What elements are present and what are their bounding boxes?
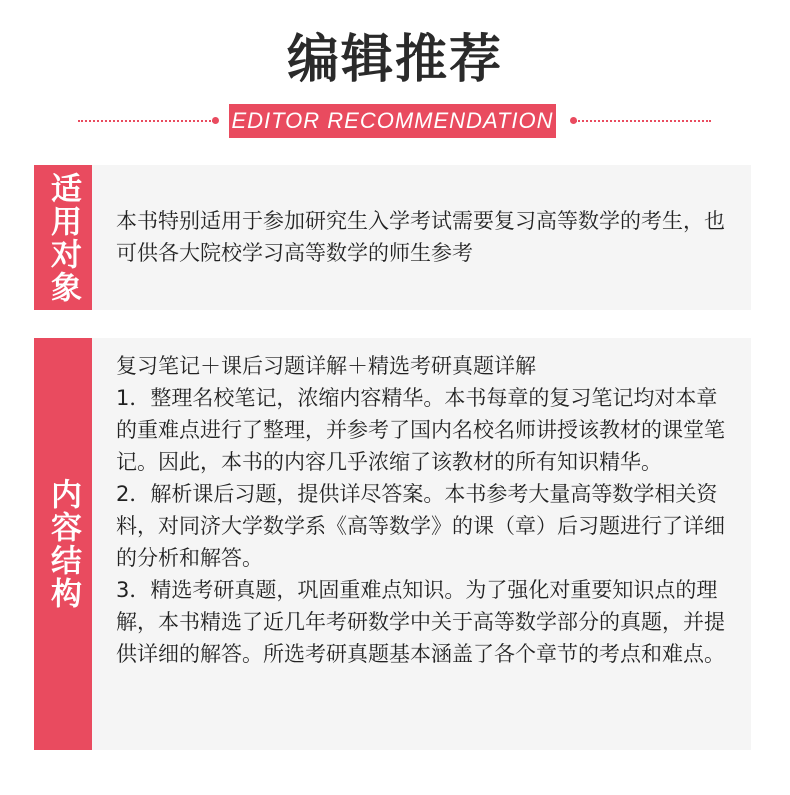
divider-dot-left <box>212 117 219 124</box>
page-title: 编辑推荐 <box>286 30 503 90</box>
section-label: 适用对象 <box>45 171 81 304</box>
section-body <box>116 350 735 670</box>
section-target-audience <box>34 165 751 310</box>
subtitle-row <box>0 103 790 139</box>
section-paragraph: 本书特别适用于参加研究生入学考试需要复习高等数学的考生，也可供各大院校学习高等数学的师生参考 <box>116 209 725 265</box>
section-paragraph: 1．整理名校笔记，浓缩内容精华。本书每章的复习笔记均对本章的重难点进行了整理，并参考了国内名校名师讲授该教材的课堂笔记。因此，本书的内容几乎浓缩了该教材的所有知识精华。 <box>116 386 725 474</box>
section-paragraph: 复习笔记＋课后习题详解＋精选考研真题详解 <box>116 354 536 378</box>
section-paragraph: 2．解析课后习题，提供详尽答案。本书参考大量高等数学相关资料，对同济大学数学系《高等数学》的课（章）后习题进行了详细的分析和解答。 <box>116 482 725 570</box>
section-content-structure <box>34 338 751 750</box>
dotted-divider-right <box>575 120 711 122</box>
section-paragraph: 3．精选考研真题，巩固重难点知识。为了强化对重要知识点的理解，本书精选了近几年考研数学中关于高等数学部分的真题，并提供详细的解答。所选考研真题基本涵盖了各个章节的考点和难点。 <box>116 578 725 666</box>
section-body <box>116 205 735 269</box>
section-label-bar <box>34 338 92 750</box>
section-label-bar <box>34 165 92 310</box>
section-label: 内容结构 <box>45 478 81 610</box>
subtitle-badge: EDITOR RECOMMENDATION <box>229 104 556 138</box>
dotted-divider-left <box>78 120 214 122</box>
